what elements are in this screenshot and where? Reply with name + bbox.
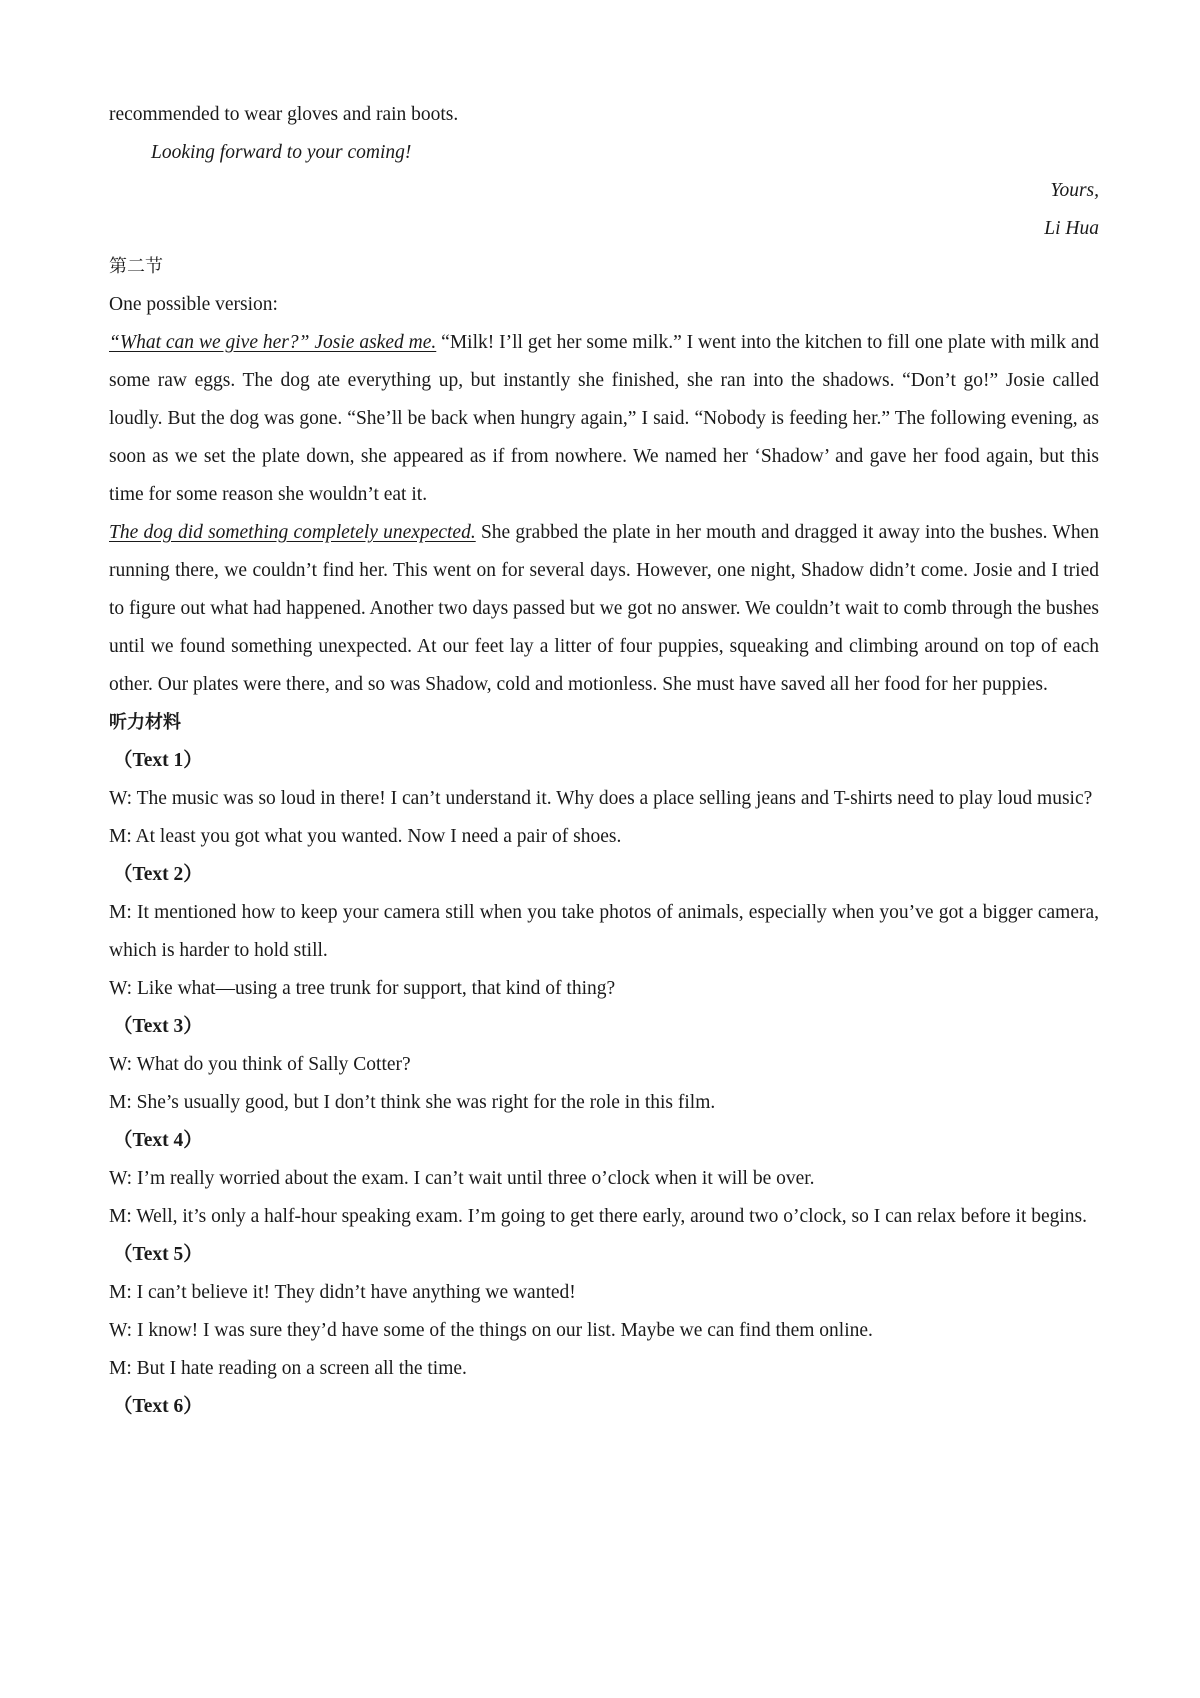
text-label: （Text 6） xyxy=(113,1396,203,1417)
text-label: （Text 2） xyxy=(113,864,203,885)
dialogue-line: M: But I hate reading on a screen all the time. xyxy=(109,1358,467,1379)
letter-continuation: recommended to wear gloves and rain boots. xyxy=(109,104,459,125)
paragraph-1-body: “Milk! I’ll get her some milk.” I went into the kitchen to fill one plate with milk and some raw eggs. The dog ate everything up, but instantly she finished, she ran into the shadows. “Don’t go!” Josie called loudly. But the dog was gone. “She’ll be back when hungry again,” I said. “Nobody is feeding her.” The following evening, as soon as we set the plate down, she appeared as if from nowhere. We named her ‘Shadow’ and gave her food again, but this time for some reason she wouldn’t eat it. xyxy=(109,332,1099,505)
document-page xyxy=(109,96,1099,1426)
dialogue-line: W: What do you think of Sally Cotter? xyxy=(109,1054,411,1075)
letter-signature: Li Hua xyxy=(1044,218,1099,239)
listening-texts xyxy=(109,742,1099,1426)
dialogue-line: W: I know! I was sure they’d have some of the things on our list. Maybe we can find them online. xyxy=(109,1320,873,1341)
text-label: （Text 3） xyxy=(113,1016,203,1037)
text-label: （Text 1） xyxy=(113,750,203,771)
paragraph-1-opening: “What can we give her?” Josie asked me. xyxy=(109,332,437,353)
text-label: （Text 4） xyxy=(113,1130,203,1151)
section-heading: 第二节 xyxy=(109,256,163,277)
story-paragraph-2 xyxy=(109,514,1099,704)
letter-closing: Looking forward to your coming! xyxy=(151,142,412,163)
dialogue-line: W: The music was so loud in there! I can’t understand it. Why does a place selling jeans and T-shirts need to play loud music? xyxy=(109,788,1093,809)
dialogue-line: W: Like what—using a tree trunk for support, that kind of thing? xyxy=(109,978,616,999)
dialogue-line: W: I’m really worried about the exam. I can’t wait until three o’clock when it will be over. xyxy=(109,1168,815,1189)
dialogue-line: M: At least you got what you wanted. Now I need a pair of shoes. xyxy=(109,826,622,847)
story-paragraph-1 xyxy=(109,324,1099,514)
paragraph-2-opening: The dog did something completely unexpected. xyxy=(109,522,476,543)
letter-sign-off: Yours, xyxy=(1050,180,1099,201)
dialogue-line: M: Well, it’s only a half-hour speaking exam. I’m going to get there early, around two o’clock, so I can relax before it begins. xyxy=(109,1206,1088,1227)
listening-heading: 听力材料 xyxy=(109,712,181,733)
paragraph-2-body: She grabbed the plate in her mouth and dragged it away into the bushes. When running there, we couldn’t find her. This went on for several days. However, one night, Shadow didn’t come. Josie and I tried to figure out what had happened. Another two days passed but we got no answer. We couldn’t wait to comb through the bushes until we found something unexpected. At our feet lay a litter of four puppies, squeaking and climbing around on top of each other. Our plates were there, and so was Shadow, cold and motionless. She must have saved all her food for her puppies. xyxy=(109,522,1099,695)
dialogue-line: M: I can’t believe it! They didn’t have anything we wanted! xyxy=(109,1282,576,1303)
version-label: One possible version: xyxy=(109,294,278,315)
dialogue-line: M: She’s usually good, but I don’t think she was right for the role in this film. xyxy=(109,1092,716,1113)
dialogue-line: M: It mentioned how to keep your camera still when you take photos of animals, especially when you’ve got a bigger camera, which is harder to hold still. xyxy=(109,902,1099,961)
text-label: （Text 5） xyxy=(113,1244,203,1265)
